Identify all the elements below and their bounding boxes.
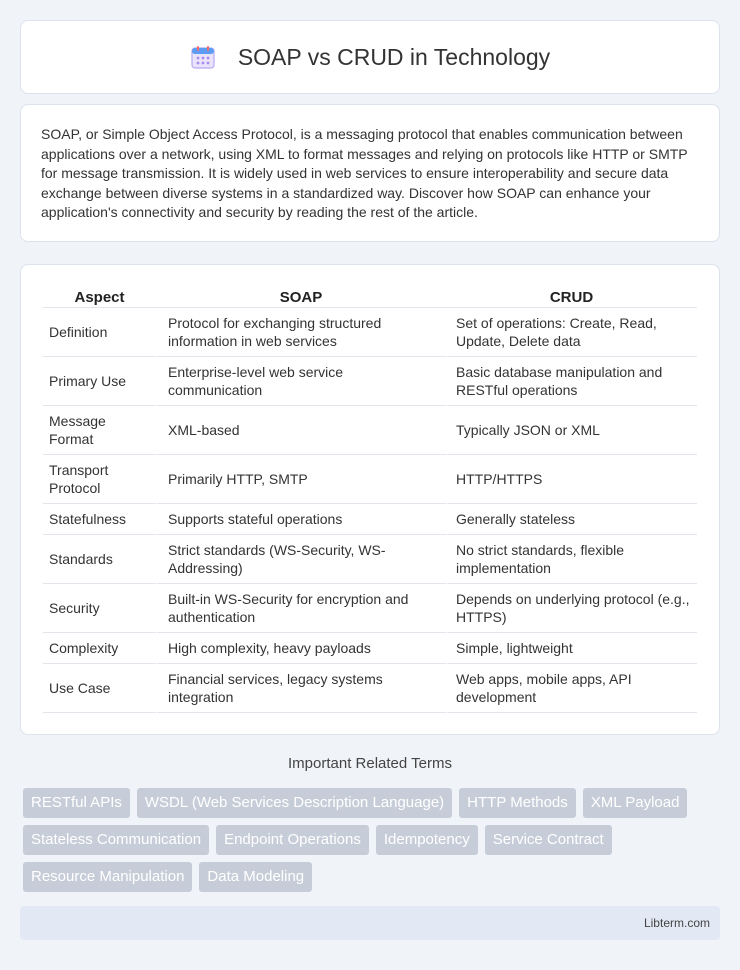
- related-term-tag[interactable]: Service Contract: [485, 825, 612, 855]
- cell-aspect: Use Case: [43, 664, 156, 713]
- page-title: SOAP vs CRUD in Technology: [237, 43, 551, 70]
- related-term-tag[interactable]: XML Payload: [583, 788, 688, 818]
- cell-soap: Strict standards (WS-Security, WS-Addressing): [156, 535, 446, 584]
- related-term-tag[interactable]: Data Modeling: [199, 862, 312, 892]
- cell-crud: Web apps, mobile apps, API development: [446, 664, 697, 713]
- cell-aspect: Security: [43, 584, 156, 633]
- table-row: [43, 633, 697, 664]
- table-row: [43, 535, 697, 584]
- related-term-tag[interactable]: Resource Manipulation: [23, 862, 192, 892]
- title-card: [20, 20, 720, 94]
- table-row: [43, 504, 697, 535]
- related-terms-list: [23, 788, 723, 892]
- related-term-tag[interactable]: HTTP Methods: [459, 788, 576, 818]
- cell-crud: Set of operations: Create, Read, Update, Delete data: [446, 308, 697, 357]
- cell-crud: Depends on underlying protocol (e.g., HTTPS): [446, 584, 697, 633]
- related-term-tag[interactable]: Idempotency: [376, 825, 478, 855]
- header-soap: SOAP: [156, 285, 446, 308]
- cell-crud: HTTP/HTTPS: [446, 455, 697, 504]
- cell-soap: High complexity, heavy payloads: [156, 633, 446, 664]
- cell-soap: Supports stateful operations: [156, 504, 446, 535]
- header-aspect: Aspect: [43, 285, 156, 308]
- related-term-tag[interactable]: Endpoint Operations: [216, 825, 369, 855]
- cell-crud: Simple, lightweight: [446, 633, 697, 664]
- table-row: [43, 455, 697, 504]
- cell-soap: Financial services, legacy systems integration: [156, 664, 446, 713]
- related-term-tag[interactable]: WSDL (Web Services Description Language): [137, 788, 452, 818]
- table-row: [43, 308, 697, 357]
- intro-text: SOAP, or Simple Object Access Protocol, is a messaging protocol that enables communication between applications over a network, using XML to format messages and relying on protocols like HTTP or SMTP for message transmission. It is widely used in web services to ensure interoperability and secure data exchange between diverse systems in a standardized way. Discover how SOAP can enhance your application's connectivity and security by reading the rest of the article.: [41, 126, 688, 221]
- table-row: [43, 584, 697, 633]
- cell-soap: XML-based: [156, 406, 446, 455]
- header-crud: CRUD: [446, 285, 697, 308]
- table-row: [43, 357, 697, 406]
- cell-aspect: Primary Use: [43, 357, 156, 406]
- cell-crud: No strict standards, flexible implementation: [446, 535, 697, 584]
- intro-card: [20, 104, 720, 242]
- cell-aspect: Statefulness: [43, 504, 156, 535]
- cell-aspect: Complexity: [43, 633, 156, 664]
- table-row: [43, 664, 697, 713]
- table-header-row: [43, 285, 697, 308]
- comparison-table: [43, 285, 697, 713]
- footer: [20, 906, 720, 940]
- cell-aspect: Definition: [43, 308, 156, 357]
- footer-site-link[interactable]: Libterm.com: [643, 916, 710, 930]
- table-row: [43, 406, 697, 455]
- cell-aspect: Message Format: [43, 406, 156, 455]
- cell-crud: Typically JSON or XML: [446, 406, 697, 455]
- cell-crud: Generally stateless: [446, 504, 697, 535]
- cell-crud: Basic database manipulation and RESTful operations: [446, 357, 697, 406]
- cell-soap: Built-in WS-Security for encryption and authentication: [156, 584, 446, 633]
- cell-soap: Enterprise-level web service communication: [156, 357, 446, 406]
- cell-aspect: Standards: [43, 535, 156, 584]
- related-term-tag[interactable]: RESTful APIs: [23, 788, 130, 818]
- related-terms-title: Important Related Terms: [288, 755, 452, 772]
- calendar-icon: [190, 44, 216, 70]
- cell-aspect: Transport Protocol: [43, 455, 156, 504]
- related-term-tag[interactable]: Stateless Communication: [23, 825, 209, 855]
- cell-soap: Protocol for exchanging structured information in web services: [156, 308, 446, 357]
- comparison-card: [20, 264, 720, 735]
- cell-soap: Primarily HTTP, SMTP: [156, 455, 446, 504]
